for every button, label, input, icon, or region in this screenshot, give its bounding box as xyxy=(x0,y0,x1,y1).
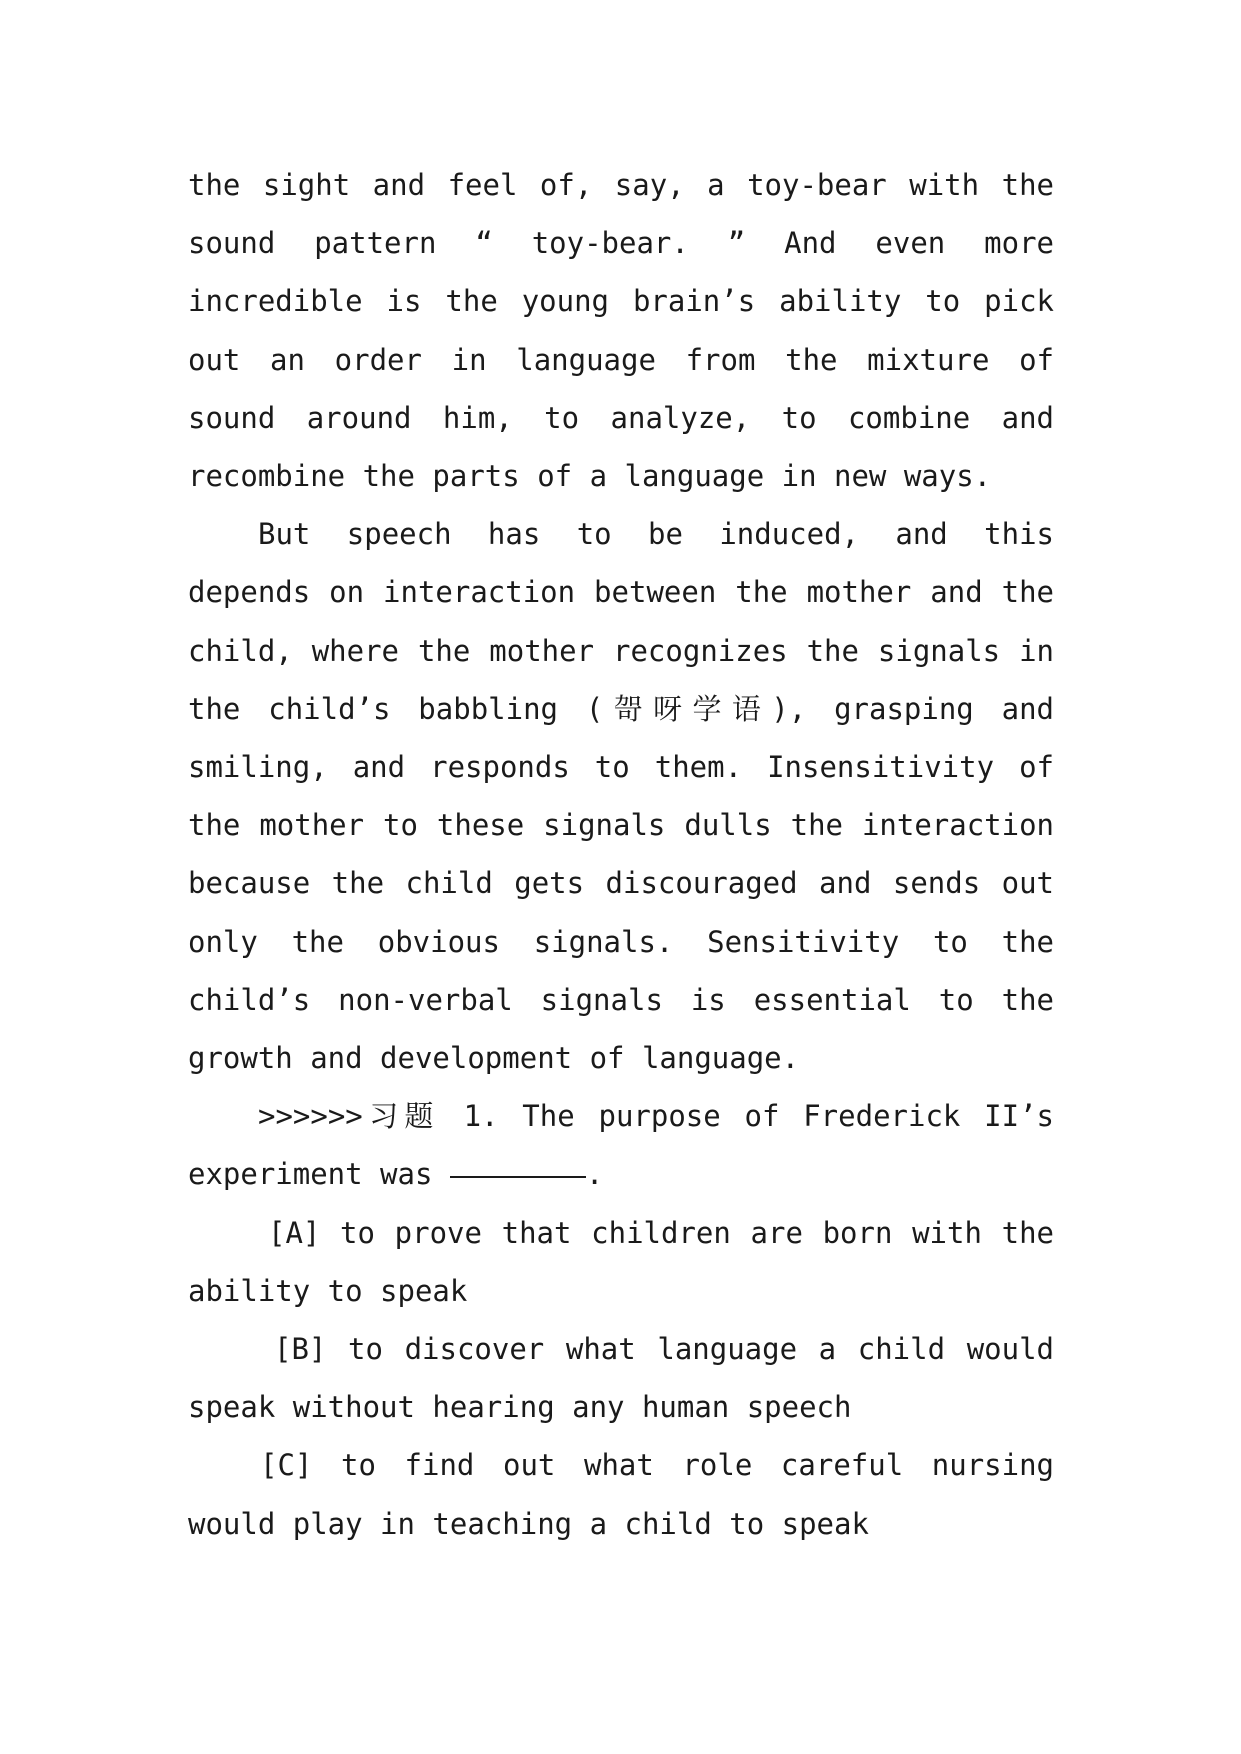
option-a: [A] to prove that children are born with the ability to speak xyxy=(188,1215,1054,1308)
paragraph-speech-interaction: But speech has to be induced, and this depends on interaction between the mother and the child, where the mother recognizes the signals in the child’s babbling (哿呀学语), grasping and smiling, and responds to them. Insensitivity of the mother to these signals dulls the interaction because the child gets discouraged and sends out only the obvious signals. Sensitivity to the child’s non-verbal signals is essential to the growth and development of language. xyxy=(188,517,1054,1076)
exercise-question-1 xyxy=(188,1087,1054,1203)
document-body xyxy=(188,156,1054,1553)
option-c: [C] to find out what role careful nursing would play in teaching a child to speak xyxy=(188,1448,1054,1541)
question-end: . xyxy=(585,1157,604,1192)
exercise-prefix: >>>>>>习题 xyxy=(258,1099,440,1134)
paragraph-continuation: the sight and feel of, say, a toy-bear with the sound pattern “ toy-bear. ” And even more incredible is the young brain’s ability to pick out an order in language from the mixture of sound around him, to analyze, to combine and recombine the parts of a language in new ways. xyxy=(188,168,1054,494)
answer-blank xyxy=(450,1176,586,1178)
question-text: 1. The purpose of Frederick II’s experiment was xyxy=(188,1099,1054,1192)
option-b: [B] to discover what language a child would speak without hearing any human speech xyxy=(188,1332,1054,1425)
